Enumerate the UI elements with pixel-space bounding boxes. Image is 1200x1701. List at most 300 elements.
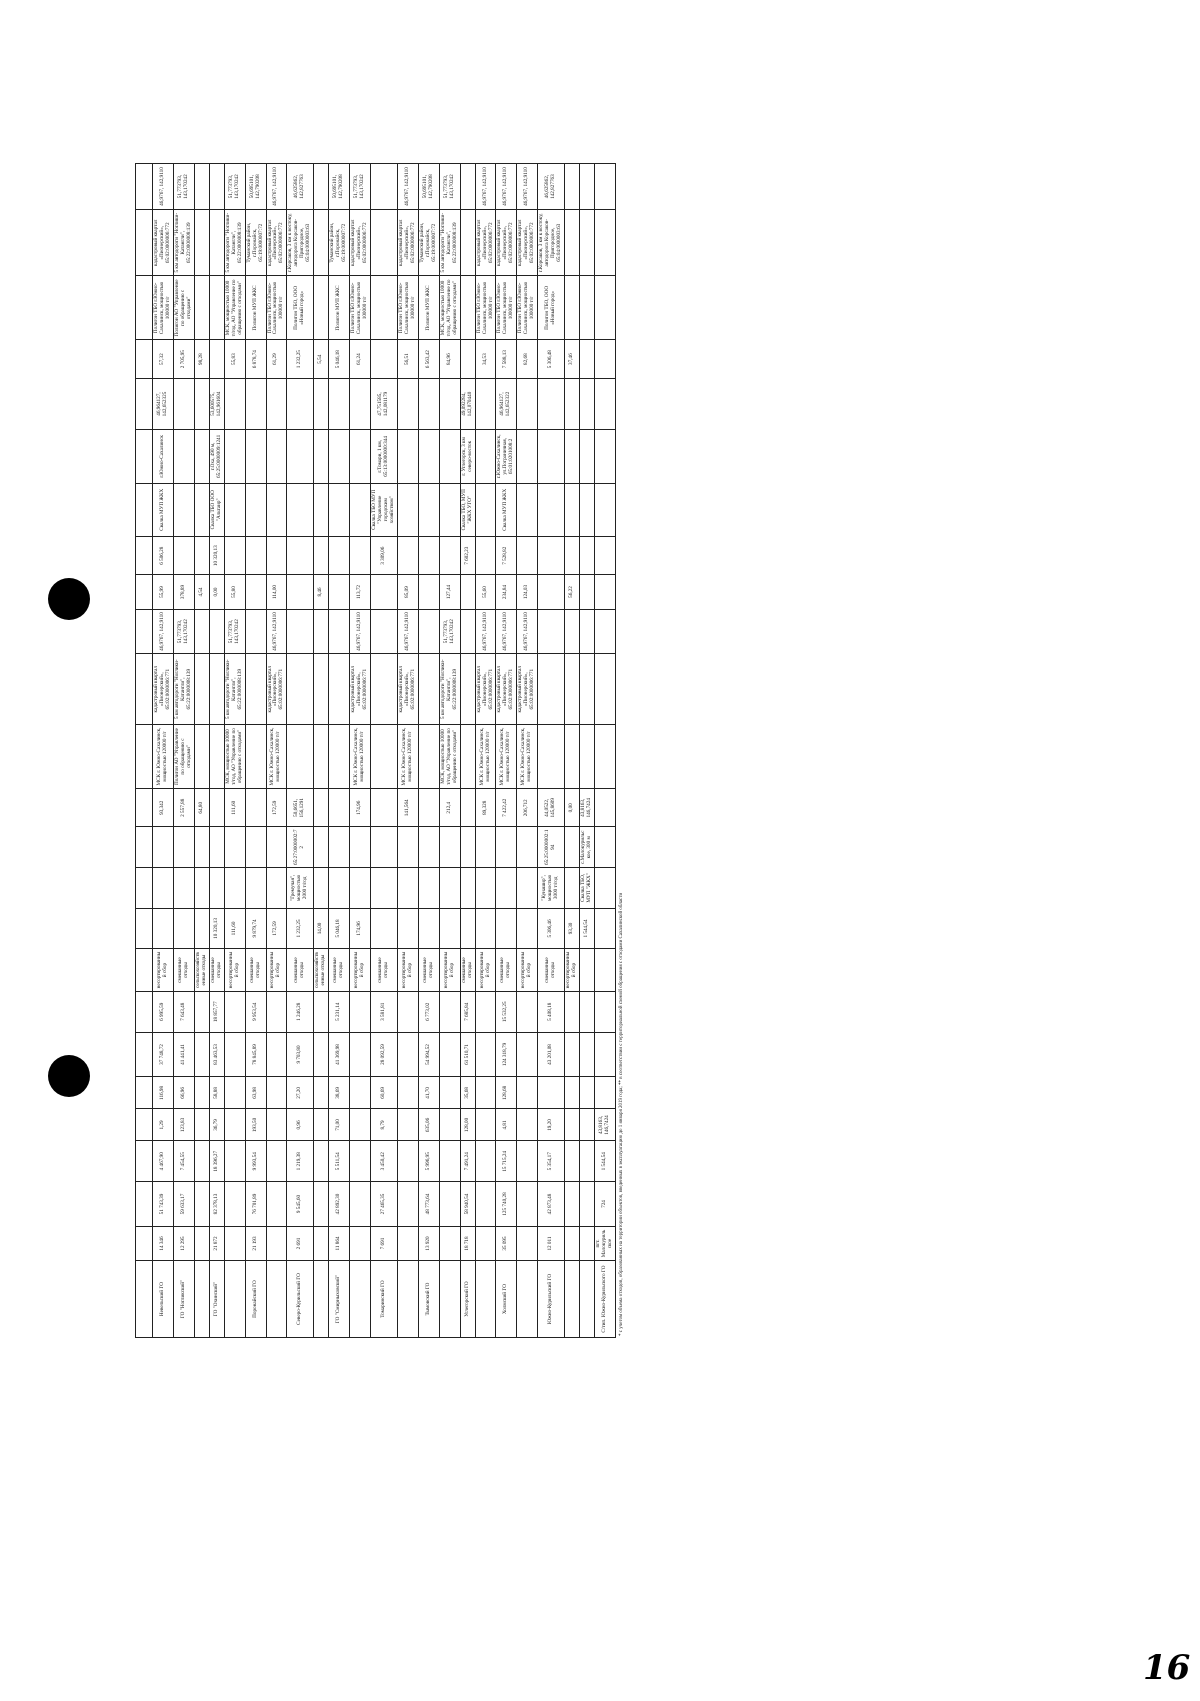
- table-row: [418, 164, 439, 1338]
- table-cell: г.Томари, 1 км, 65:13:0000000:344: [371, 430, 398, 483]
- table-cell: 51,773793, 143,170242: [439, 164, 460, 210]
- header-cell: [136, 908, 153, 949]
- table-cell: [565, 991, 580, 1032]
- table-cell: 46,9767, 142,9110: [153, 609, 174, 654]
- table-cell: [475, 1077, 496, 1109]
- table-cell: [475, 378, 496, 429]
- table-cell: [418, 789, 439, 827]
- table-cell: [314, 378, 329, 429]
- table-cell: [153, 908, 174, 949]
- table-cell: [418, 868, 439, 909]
- table-cell: 60,69: [371, 1077, 398, 1109]
- table-row: [371, 164, 398, 1338]
- table-cell: 58 940,54: [460, 1182, 475, 1227]
- table-row: [173, 164, 194, 1338]
- table-cell: 14,00: [314, 908, 329, 949]
- table-cell: [475, 1261, 496, 1338]
- table-cell: [565, 1226, 580, 1260]
- table-cell: кадастровый квартал «Пионерский», 65:02:0000006:771: [496, 654, 517, 725]
- table-cell: МСК, мощностью 10000 т/год, АО "Управление по обращению с отходами": [439, 724, 460, 788]
- table-cell: МСК, мощностью 10000 т/год, АО "Управление по обращению с отходами": [224, 276, 245, 340]
- table-header-row: [136, 164, 153, 1338]
- table-cell: 64,80: [194, 789, 209, 827]
- summary-cell: пгт. Малокурильское: [595, 1226, 616, 1260]
- table-cell: 46,9767, 142,9110: [350, 609, 371, 654]
- header-cell: [136, 1077, 153, 1109]
- table-cell: [496, 827, 517, 868]
- header-cell: [136, 1226, 153, 1260]
- summary-cell: [595, 164, 616, 210]
- table-cell: 12 295: [173, 1226, 194, 1260]
- table-cell: [209, 827, 224, 868]
- table-cell: [565, 1182, 580, 1227]
- table-cell: [397, 991, 418, 1032]
- table-cell: 3 309,06: [371, 536, 398, 574]
- table-cell: 46,9767, 142,9110: [517, 164, 538, 210]
- table-cell: 6 506,28: [153, 536, 174, 574]
- table-cell: [439, 1032, 460, 1077]
- table-cell: [565, 1032, 580, 1077]
- table-cell: 124,03: [517, 575, 538, 609]
- table-cell: [475, 868, 496, 909]
- table-cell: Южно-Курильский ГО: [538, 1261, 565, 1338]
- table-cell: 55,99: [153, 575, 174, 609]
- table-cell: несортированный сбор: [439, 949, 460, 992]
- summary-cell: [595, 483, 616, 536]
- table-cell: [439, 908, 460, 949]
- summary-cell: [595, 378, 616, 429]
- table-cell: 46,9767, 142,9110: [517, 609, 538, 654]
- table-cell: [397, 1226, 418, 1260]
- table-row: [460, 164, 475, 1338]
- table-cell: 124 318,79: [496, 1032, 517, 1077]
- table-cell: [418, 575, 439, 609]
- table-cell: [173, 378, 194, 429]
- table-cell: 113,72: [350, 575, 371, 609]
- table-cell: [371, 276, 398, 340]
- table-cell: 63,98: [245, 1077, 266, 1109]
- table-cell: смешанные отходы: [460, 949, 475, 992]
- table-cell: 5 046,18: [329, 340, 350, 378]
- table-cell: [418, 536, 439, 574]
- table-cell: [287, 575, 314, 609]
- table-cell: [475, 827, 496, 868]
- table-cell: [397, 1141, 418, 1182]
- table-cell: 174,96: [350, 908, 371, 949]
- table-row: [580, 164, 595, 1338]
- summary-cell: [595, 1077, 616, 1109]
- table-cell: [350, 483, 371, 536]
- table-cell: 7 454,55: [173, 1141, 194, 1182]
- table-cell: [538, 536, 565, 574]
- table-cell: [194, 1182, 209, 1227]
- table-cell: 51,773793, 143,170242: [173, 609, 194, 654]
- table-cell: [580, 991, 595, 1032]
- table-cell: [460, 340, 475, 378]
- summary-cell: [595, 1032, 616, 1077]
- table-cell: 28 092,59: [371, 1032, 398, 1077]
- table-cell: 53,600575, 142,961604: [209, 378, 224, 429]
- table-cell: 82 378,13: [209, 1182, 224, 1227]
- header-cell: [136, 164, 153, 210]
- table-cell: 48 773,64: [418, 1182, 439, 1227]
- table-cell: 51,773793, 143,170242: [439, 609, 460, 654]
- table-cell: 46,9767, 142,9110: [266, 164, 287, 210]
- table-cell: [173, 483, 194, 536]
- table-cell: [418, 827, 439, 868]
- table-cell: МСК, мощностью 10000 т/год, АО "Управление по обращению с отходами": [439, 276, 460, 340]
- header-cell: [136, 1032, 153, 1077]
- table-cell: [397, 1032, 418, 1077]
- table-cell: [314, 789, 329, 827]
- table-cell: ГО "Ногликский": [173, 1261, 194, 1338]
- table-row: [439, 164, 460, 1338]
- table-cell: 2 691: [287, 1226, 314, 1260]
- table-cell: кадастровый квартал «Пионерский», 65:02:0000006:771: [350, 654, 371, 725]
- table-cell: [371, 789, 398, 827]
- table-cell: [397, 827, 418, 868]
- table-cell: [245, 483, 266, 536]
- table-cell: [245, 609, 266, 654]
- table-cell: [194, 210, 209, 276]
- table-cell: сельскохозяйственные отходы: [314, 949, 329, 992]
- header-cell: [136, 483, 153, 536]
- table-cell: [565, 1077, 580, 1109]
- table-cell: [194, 1109, 209, 1141]
- table-cell: [329, 536, 350, 574]
- table-cell: 61,24: [350, 340, 371, 378]
- table-cell: [266, 1182, 287, 1227]
- table-cell: [287, 724, 314, 788]
- table-cell: [350, 1182, 371, 1227]
- table-cell: 172,59: [266, 908, 287, 949]
- table-cell: 123,83: [173, 1109, 194, 1141]
- table-cell: [153, 827, 174, 868]
- table-cell: [475, 536, 496, 574]
- summary-cell: 43,8163, 146,7424: [595, 1109, 616, 1141]
- table-cell: [371, 908, 398, 949]
- table-cell: МСК г. Южно-Сахалинск, мощностью 120000 т/г: [517, 724, 538, 788]
- summary-cell: [595, 536, 616, 574]
- waste-data-table: [135, 163, 616, 1338]
- table-cell: 46,9767, 142,9110: [397, 609, 418, 654]
- table-cell: [209, 164, 224, 210]
- table-cell: 55,83: [224, 340, 245, 378]
- table-cell: [266, 1032, 287, 1077]
- table-cell: несортированный сбор: [475, 949, 496, 992]
- table-cell: [173, 430, 194, 483]
- header-cell: [136, 654, 153, 725]
- table-cell: [580, 1141, 595, 1182]
- table-cell: [371, 609, 398, 654]
- table-cell: [538, 609, 565, 654]
- page-number: 16: [1143, 1648, 1191, 1688]
- table-cell: 41,70: [418, 1077, 439, 1109]
- table-cell: [565, 1261, 580, 1338]
- table-cell: 19,20: [538, 1109, 565, 1141]
- table-cell: 2 705,95: [173, 340, 194, 378]
- table-cell: [350, 1141, 371, 1182]
- table-cell: кадастровый квартал «Пионерский», 65:02:0000006:771: [266, 654, 287, 725]
- table-cell: 46,964127, 142,652325: [153, 378, 174, 429]
- table-cell: 46,9767, 142,9110: [475, 164, 496, 210]
- header-cell: [136, 1141, 153, 1182]
- table-cell: 71,00: [329, 1109, 350, 1141]
- table-cell: [460, 827, 475, 868]
- table-cell: 41 369,98: [329, 1032, 350, 1077]
- table-cell: [580, 1077, 595, 1109]
- table-cell: [194, 1226, 209, 1260]
- table-cell: [517, 378, 538, 429]
- table-cell: МСК г. Южно-Сахалинск, мощностью 120000 т/г: [153, 724, 174, 788]
- table-cell: [397, 1182, 418, 1227]
- table-cell: [350, 430, 371, 483]
- table-cell: [287, 536, 314, 574]
- table-cell: [371, 164, 398, 210]
- table-cell: Туманский район, г.Поронайск, 65:19:0000007:72: [418, 210, 439, 276]
- summary-cell: [595, 210, 616, 276]
- table-cell: [580, 949, 595, 992]
- table-cell: несортированный сбор: [266, 949, 287, 992]
- table-cell: 36,79: [209, 1109, 224, 1141]
- table-cell: [460, 789, 475, 827]
- summary-cell: С/тип. Южно-Курильского ГО: [595, 1261, 616, 1338]
- table-cell: [565, 724, 580, 788]
- table-cell: [194, 654, 209, 725]
- table-cell: [350, 868, 371, 909]
- table-cell: [517, 483, 538, 536]
- table-cell: [224, 536, 245, 574]
- table-cell: 125 740,28: [496, 1182, 517, 1227]
- table-row: [194, 164, 209, 1338]
- table-cell: несортированный сбор: [517, 949, 538, 992]
- table-cell: [314, 1226, 329, 1260]
- table-cell: Полигон ТБО г.Южно-Сахалинск, мощностью 100000 т/г: [397, 276, 418, 340]
- table-cell: [329, 868, 350, 909]
- table-cell: [439, 430, 460, 483]
- header-cell: [136, 1109, 153, 1141]
- table-cell: [565, 654, 580, 725]
- table-cell: [287, 654, 314, 725]
- header-cell: [136, 1261, 153, 1338]
- table-cell: [538, 1077, 565, 1109]
- table-cell: [371, 575, 398, 609]
- table-cell: Холмский ГО: [496, 1261, 517, 1338]
- table-cell: 1 232,25: [287, 340, 314, 378]
- table-cell: 5 км автодороги "Ноглики-Катангли", 65:22:0000008:139: [173, 210, 194, 276]
- table-cell: 46,9767, 142,9110: [153, 164, 174, 210]
- table-cell: Полигон МУП ЖКС: [418, 276, 439, 340]
- table-cell: 8,79: [371, 1109, 398, 1141]
- table-cell: [439, 1261, 460, 1338]
- table-cell: 12 011: [538, 1226, 565, 1260]
- table-cell: [224, 430, 245, 483]
- table-cell: 15 715,24: [496, 1141, 517, 1182]
- table-cell: 7 691: [371, 1226, 398, 1260]
- table-cell: [475, 1141, 496, 1182]
- table-cell: [194, 609, 209, 654]
- table-cell: [397, 1261, 418, 1338]
- table-cell: 234,84: [496, 575, 517, 609]
- table-cell: [287, 430, 314, 483]
- table-cell: 38,69: [329, 1077, 350, 1109]
- table-cell: [350, 378, 371, 429]
- table-row: [350, 164, 371, 1338]
- table-cell: [371, 868, 398, 909]
- table-cell: [245, 654, 266, 725]
- table-cell: [314, 827, 329, 868]
- table-row: [209, 164, 224, 1338]
- table-cell: 116,98: [153, 1077, 174, 1109]
- table-cell: 5 км автодороги "Ноглики-Катангли", 65:22:0000008:139: [439, 210, 460, 276]
- table-cell: [194, 827, 209, 868]
- table-cell: [194, 991, 209, 1032]
- table-cell: 0,00: [209, 575, 224, 609]
- table-cell: Полигон ТБО г.Южно-Сахалинск, мощностью 100000 т/г: [266, 276, 287, 340]
- table-cell: сельскохозяйственные отходы: [194, 949, 209, 992]
- table-cell: [460, 868, 475, 909]
- summary-cell: 1 544,54: [595, 1141, 616, 1182]
- table-cell: 3 450,42: [371, 1141, 398, 1182]
- table-cell: [439, 1141, 460, 1182]
- table-cell: кадастровый квартал «Пионерский», 65:02:0000006:771: [397, 654, 418, 725]
- table-cell: [266, 827, 287, 868]
- table-cell: 10 320,13: [209, 908, 224, 949]
- table-cell: [580, 536, 595, 574]
- table-cell: [565, 276, 580, 340]
- table-cell: [314, 430, 329, 483]
- table-cell: [475, 430, 496, 483]
- table-cell: [329, 724, 350, 788]
- table-row: [314, 164, 329, 1338]
- table-cell: 50,695101, 142,790208: [418, 164, 439, 210]
- table-cell: 21 193: [245, 1226, 266, 1260]
- table-cell: 212,4: [439, 789, 460, 827]
- table-cell: [194, 276, 209, 340]
- table-cell: [350, 1109, 371, 1141]
- table-cell: [329, 827, 350, 868]
- table-cell: 1 232,25: [287, 908, 314, 949]
- table-cell: 59 633,17: [173, 1182, 194, 1227]
- table-cell: [565, 210, 580, 276]
- table-row: [329, 164, 350, 1338]
- table-cell: 174,96: [350, 789, 371, 827]
- table-cell: Полигон МУП ЖКС: [245, 276, 266, 340]
- table-cell: 172,59: [266, 789, 287, 827]
- table-cell: [224, 868, 245, 909]
- table-cell: Поронайский ГО: [245, 1261, 266, 1338]
- table-cell: [565, 1141, 580, 1182]
- summary-cell: [595, 789, 616, 827]
- table-cell: [439, 1182, 460, 1227]
- summary-cell: [595, 991, 616, 1032]
- table-row: [475, 164, 496, 1338]
- table-cell: 3 581,81: [371, 991, 398, 1032]
- table-cell: 6 773,02: [418, 991, 439, 1032]
- table-cell: [496, 868, 517, 909]
- table-cell: МСК г. Южно-Сахалинск, мощностью 120000 т/г: [475, 724, 496, 788]
- table-cell: [565, 483, 580, 536]
- table-cell: [580, 609, 595, 654]
- table-cell: Свалка ТБО, МУП "ЖКХ": [580, 868, 595, 909]
- table-cell: [371, 210, 398, 276]
- table-cell: ГО "Смирныховский": [329, 1261, 350, 1338]
- table-cell: МСК г. Южно-Сахалинск, мощностью 120000 т/г: [350, 724, 371, 788]
- table-row: [266, 164, 287, 1338]
- table-cell: 51,773793, 143,170242: [350, 164, 371, 210]
- table-cell: 114,00: [266, 575, 287, 609]
- table-cell: [580, 1032, 595, 1077]
- table-cell: 46,625862, 142,827763: [538, 164, 565, 210]
- table-cell: Свалка МУП ЖКХ: [153, 483, 174, 536]
- summary-cell: [595, 575, 616, 609]
- table-cell: [517, 1261, 538, 1338]
- table-row: [517, 164, 538, 1338]
- table-cell: 50,695101, 142,790208: [329, 164, 350, 210]
- table-cell: Полигон МУП ЖКС: [329, 276, 350, 340]
- table-cell: [475, 1032, 496, 1077]
- table-cell: 5 046,18: [329, 908, 350, 949]
- table-cell: [314, 276, 329, 340]
- table-cell: [565, 378, 580, 429]
- table-cell: 7 528,82: [496, 536, 517, 574]
- table-cell: Северо-Курильский ГО: [287, 1261, 314, 1338]
- header-cell: [136, 949, 153, 992]
- table-cell: 15 532,25: [496, 991, 517, 1032]
- table-cell: [517, 868, 538, 909]
- table-cell: 27,20: [287, 1077, 314, 1109]
- table-cell: [460, 276, 475, 340]
- table-cell: 27 465,35: [371, 1182, 398, 1227]
- table-cell: [224, 827, 245, 868]
- table-cell: 9 703,80: [287, 1032, 314, 1077]
- table-cell: [460, 575, 475, 609]
- table-cell: [266, 483, 287, 536]
- table-cell: [418, 654, 439, 725]
- table-cell: 21 872: [209, 1226, 224, 1260]
- table-cell: Туманский район, г.Поронайск, 65:19:0000007:72: [245, 210, 266, 276]
- table-cell: [287, 609, 314, 654]
- table-cell: смешанные отходы: [418, 949, 439, 992]
- table-cell: [350, 536, 371, 574]
- table-cell: Полигон ТБО г.Южно-Сахалинск, мощностью 100000 т/г: [475, 276, 496, 340]
- table-cell: [439, 483, 460, 536]
- table-cell: [580, 654, 595, 725]
- table-cell: 78 845,89: [245, 1032, 266, 1077]
- table-cell: 378,89: [173, 575, 194, 609]
- table-cell: г.Южно-Сахалинск: [153, 430, 174, 483]
- table-cell: [418, 430, 439, 483]
- table-cell: [538, 378, 565, 429]
- table-cell: [245, 724, 266, 788]
- table-cell: 5 км автодороги "Ноглики-Катангли", 65:22:0000008:139: [224, 210, 245, 276]
- table-cell: 58,88: [209, 1077, 224, 1109]
- table-cell: г.Южно-Сахалинск, ул.Пограничная, 65:01:0201008:2: [496, 430, 517, 483]
- table-cell: [194, 1261, 209, 1338]
- table-cell: 5 306,48: [538, 340, 565, 378]
- table-cell: "Кунашир", мощностью 3000 т/год: [538, 868, 565, 909]
- table-cell: кадастровый квартал «Пионерский», 65:02:0000006:772: [266, 210, 287, 276]
- table-cell: [329, 483, 350, 536]
- table-cell: 6 563,42: [418, 340, 439, 378]
- table-cell: Томаринский ГО: [371, 1261, 398, 1338]
- table-cell: [329, 430, 350, 483]
- table-cell: [266, 1109, 287, 1141]
- table-cell: [439, 991, 460, 1032]
- table-cell: 11 864: [329, 1226, 350, 1260]
- table-cell: [287, 483, 314, 536]
- table-cell: г. Углегорск, 3 км северо-восток: [460, 430, 475, 483]
